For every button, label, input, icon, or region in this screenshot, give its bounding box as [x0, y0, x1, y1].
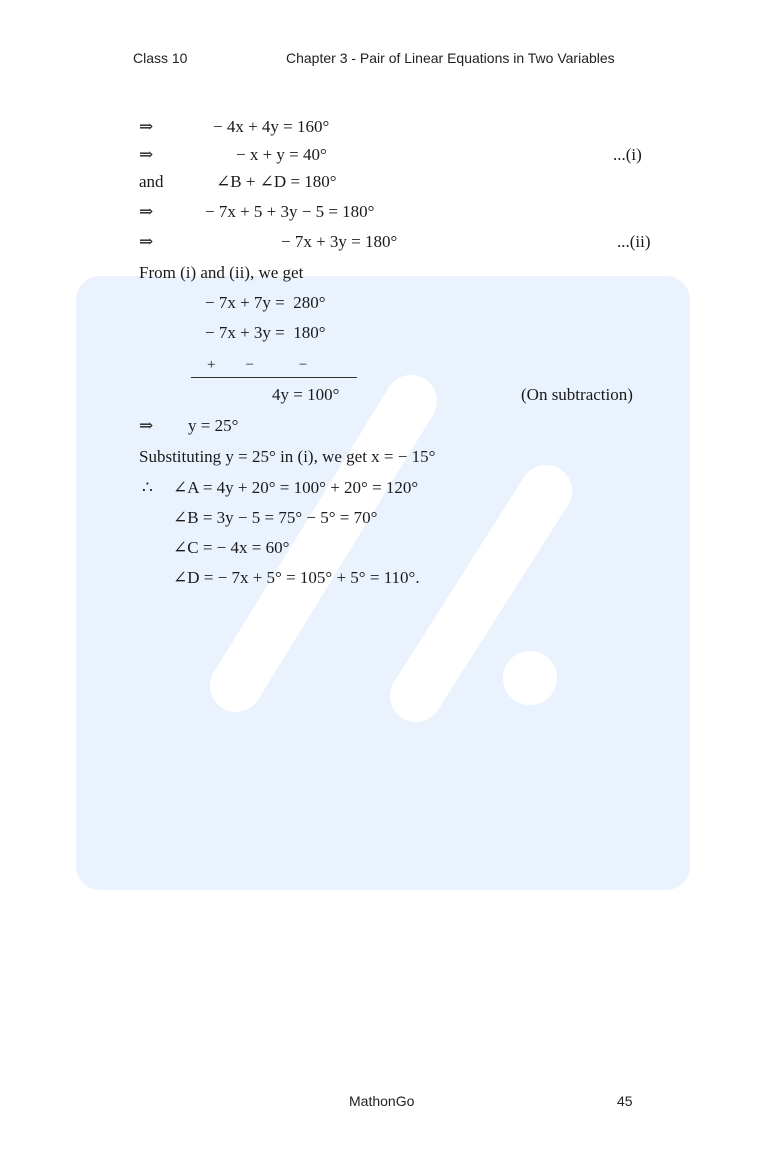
equation-line: − 7x + 3y = 180°: [281, 232, 398, 251]
equation-line: − x + y = 40°: [236, 145, 327, 164]
equation-line: ∠D = − 7x + 5° = 105° + 5° = 110°.: [173, 568, 420, 587]
equation-line: y = 25°: [188, 416, 239, 435]
class-label: Class 10: [133, 50, 188, 66]
equation-line: ∠B + ∠D = 180°: [216, 172, 337, 191]
equation-line: 4y = 100°: [272, 385, 340, 404]
page-number: 45: [617, 1093, 633, 1109]
implies-symbol: ⇒: [139, 232, 154, 251]
equation-line: ∠B = 3y − 5 = 75° − 5° = 70°: [173, 508, 378, 527]
text-line: From (i) and (ii), we get: [139, 263, 304, 282]
footer-brand: MathonGo: [349, 1093, 415, 1109]
equation-line: − 7x + 5 + 3y − 5 = 180°: [205, 202, 375, 221]
implies-symbol: ⇒: [139, 416, 154, 435]
equation-line: − 7x + 7y = 280°: [205, 293, 326, 312]
and-word: and: [139, 172, 164, 191]
implies-symbol: ⇒: [139, 145, 154, 164]
equation-line: ∠C = − 4x = 60°: [173, 538, 290, 557]
subtraction-signs: + − −: [207, 357, 308, 373]
therefore-symbol: ∴: [142, 478, 153, 497]
equation-line: − 7x + 3y = 180°: [205, 323, 326, 342]
implies-symbol: ⇒: [139, 202, 154, 221]
implies-symbol: ⇒: [139, 117, 154, 136]
equation-line: ∠A = 4y + 20° = 100° + 20° = 120°: [173, 478, 419, 497]
equation-tag: ...(ii): [617, 232, 651, 251]
text-line: Substituting y = 25° in (i), we get x = − 15°: [139, 447, 436, 466]
equation-tag: ...(i): [613, 145, 642, 164]
chapter-title: Chapter 3 - Pair of Linear Equations in Two Variables: [286, 50, 615, 66]
equation-line: − 4x + 4y = 160°: [213, 117, 330, 136]
step-note: (On subtraction): [521, 385, 633, 404]
subtraction-rule: [191, 377, 357, 378]
